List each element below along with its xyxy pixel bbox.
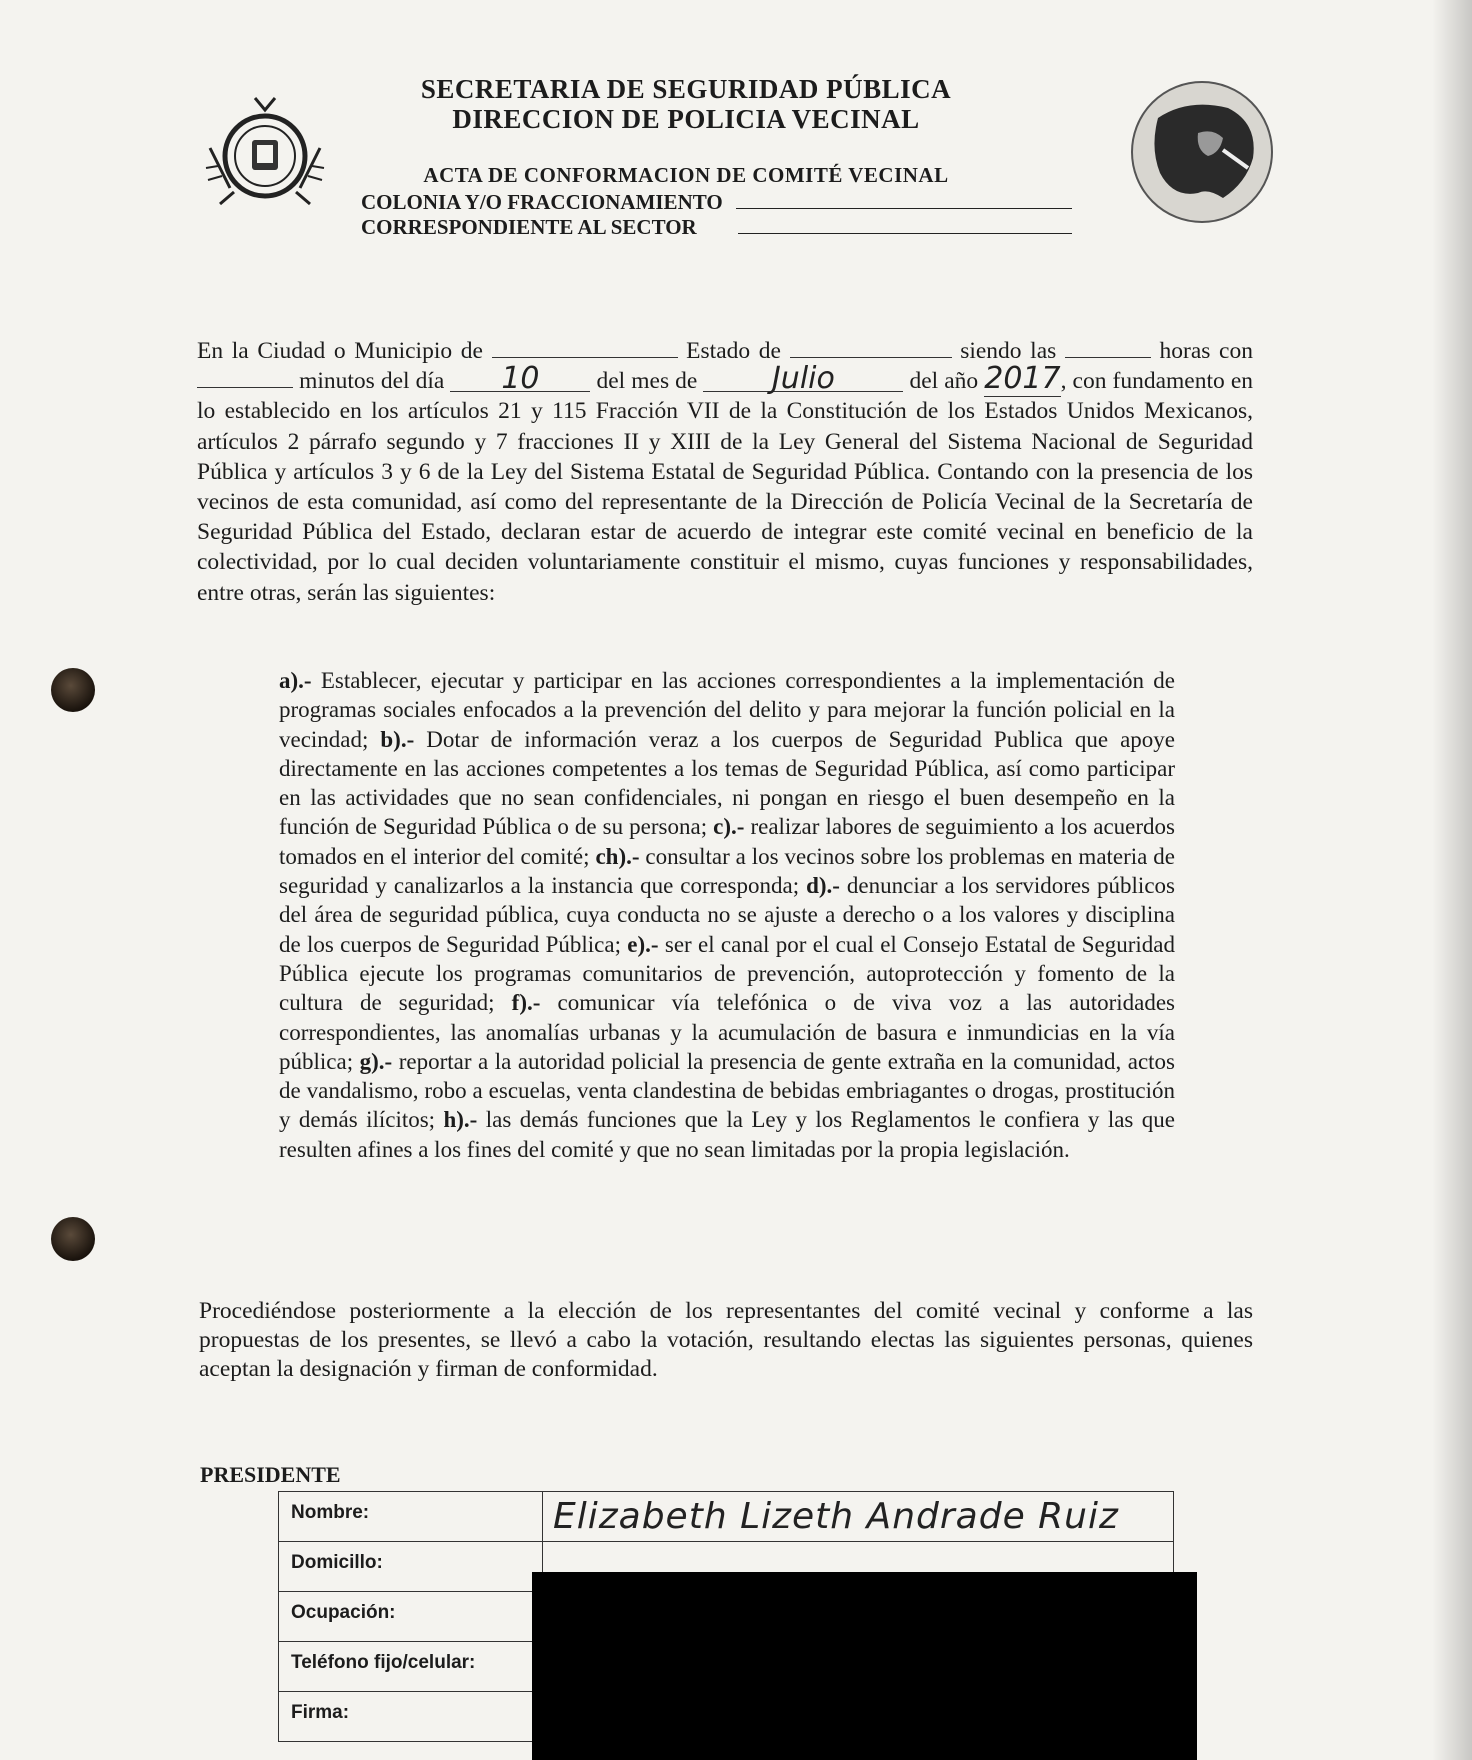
intro-text-1: En la Ciudad o Municipio de (197, 338, 483, 364)
redaction-block (532, 1572, 1197, 1760)
name-field[interactable] (543, 1492, 1174, 1542)
function-key: f).- (511, 990, 541, 1016)
intro-text-8: , con fundamento en lo establecido en los artículos 21 y 115 Fracción VII de la Constitución de los Estados Unidos Mexicanos, artículos 2 párrafo segundo y 7 fracciones II y XIII de la Ley General del Sistema Nacional de Seguridad Pública y artículos 3 y 6 de la Ley del Sistema Estatal de Seguridad Pública. Contando con la presencia de los vecinos de esta comunidad, así como del representante de la Dirección de Policía Vecinal de la Secretaría de Seguridad Pública del Estado, declaran estar de acuerdo de integrar este comité vecinal en beneficio de la colectividad, por lo cual deciden voluntariamente constituir el mismo, cuyas funciones y responsabilidades, entre otras, serán las siguientes: (197, 368, 1254, 606)
function-key: g).- (359, 1048, 393, 1074)
function-key: c).- (713, 814, 745, 840)
function-text: consultar a los vecinos sobre los problemas en materia de seguridad y canalizarlos a la instancia que corresponda; (279, 843, 1175, 899)
table-row (279, 1492, 1174, 1542)
state-blank (790, 339, 952, 358)
day-value: 10 (501, 361, 540, 397)
function-key: b).- (380, 726, 415, 752)
function-text: comunicar vía telefónica o de viva voz a las autoridades correspondientes, las anomalías urbanas y la acumulación de basura e inmundicias en la vía pública; (279, 990, 1175, 1074)
function-text: realizar labores de seguimiento a los acuerdos tomados en el interior del comité; (279, 814, 1175, 869)
colonia-line (361, 190, 1072, 215)
intro-text-3: siendo las (960, 338, 1057, 364)
binder-hole-bottom (51, 1217, 95, 1261)
day-field (450, 361, 590, 397)
function-key: e).- (627, 931, 659, 957)
intro-text-5: minutos del día (299, 368, 445, 395)
intro-text-7: del año (909, 368, 979, 395)
sector-blank (738, 232, 1072, 234)
page-edge-shadow (1432, 0, 1472, 1760)
month-value: Julio (771, 361, 835, 397)
year-value: 2017 (984, 361, 1061, 397)
intro-text-6: del mes de (596, 368, 698, 395)
occupation-label: Ocupación: (279, 1592, 543, 1642)
function-text: ser el canal por el cual el Consejo Estatal de Seguridad Pública ejecute los programas comunitarios de prevención, autoprotección y fomento de la cultura de seguridad; (279, 931, 1175, 1016)
function-key: d).- (806, 873, 840, 899)
minutes-blank (197, 369, 293, 388)
name-label: Nombre: (279, 1492, 543, 1542)
function-key: a).- (279, 668, 312, 693)
function-text: denunciar a los servidores públicos del área de seguridad pública, cuya conducta no se ajuste a derecho o a los valores y disciplina de los cuerpos de Seguridad Pública; (279, 873, 1175, 957)
function-text: reportar a la autoridad policial la presencia de gente extraña en la comunidad, actos de vandalismo, robo a escuelas, venta clandestina de bebidas embriagantes o drogas, prostitución y demás ilícitos; (279, 1048, 1175, 1133)
closing-paragraph: Procediéndose posteriormente a la elección de los representantes del comité vecinal y conforme a las propuestas de los presentes, se llevó a cabo la votación, resultando electas las siguientes personas, quienes aceptan la designación y firman de conformidad. (199, 1298, 1253, 1382)
function-text: las demás funciones que la Ley y los Reglamentos le confiera y las que resulten afines a los fines del comité y que no sean limitadas por la propia legislación. (279, 1107, 1175, 1162)
month-field (703, 361, 903, 397)
sector-label: CORRESPONDIENTE AL SECTOR (361, 215, 697, 239)
function-key: h).- (443, 1107, 478, 1133)
header-line2: DIRECCION DE POLICIA VECINAL (452, 104, 920, 134)
function-text: Establecer, ejecutar y participar en las acciones correspondientes a la implementación de programas sociales enfocados a la prevención del delito y para mejorar la función policial en la vecindad; (279, 668, 1175, 752)
intro-paragraph (197, 336, 1253, 608)
city-blank (492, 339, 678, 358)
hours-blank (1065, 339, 1151, 358)
name-value: Elizabeth Lizeth Andrade Ruiz (553, 1496, 1119, 1537)
functions-list (279, 666, 1175, 1164)
act-title: ACTA DE CONFORMACION DE COMITÉ VECINAL (423, 163, 949, 187)
header-line1: SECRETARIA DE SEGURIDAD PÚBLICA (420, 74, 952, 104)
address-label: Domicillo: (279, 1542, 543, 1592)
signature-label: Firma: (279, 1692, 543, 1742)
function-text: Dotar de información veraz a los cuerpos de Seguridad Publica que apoye directamente en las acciones competentes a los temas de Seguridad Pública, así como participar en las actividades que no sean confidenciales, ni pongan en riesgo el buen desempeño en la función de Seguridad Pública o de su persona; (279, 726, 1175, 840)
intro-text-4: horas con (1159, 338, 1253, 364)
function-key: ch).- (595, 843, 640, 869)
colonia-label: COLONIA Y/O FRACCIONAMIENTO (361, 190, 723, 214)
colonia-blank (736, 207, 1072, 209)
phone-label: Teléfono fijo/celular: (279, 1642, 543, 1692)
intro-text-2: Estado de (686, 338, 781, 364)
president-section-label: PRESIDENTE (200, 1462, 341, 1487)
binder-hole-top (51, 668, 95, 712)
sector-line (361, 215, 1072, 240)
